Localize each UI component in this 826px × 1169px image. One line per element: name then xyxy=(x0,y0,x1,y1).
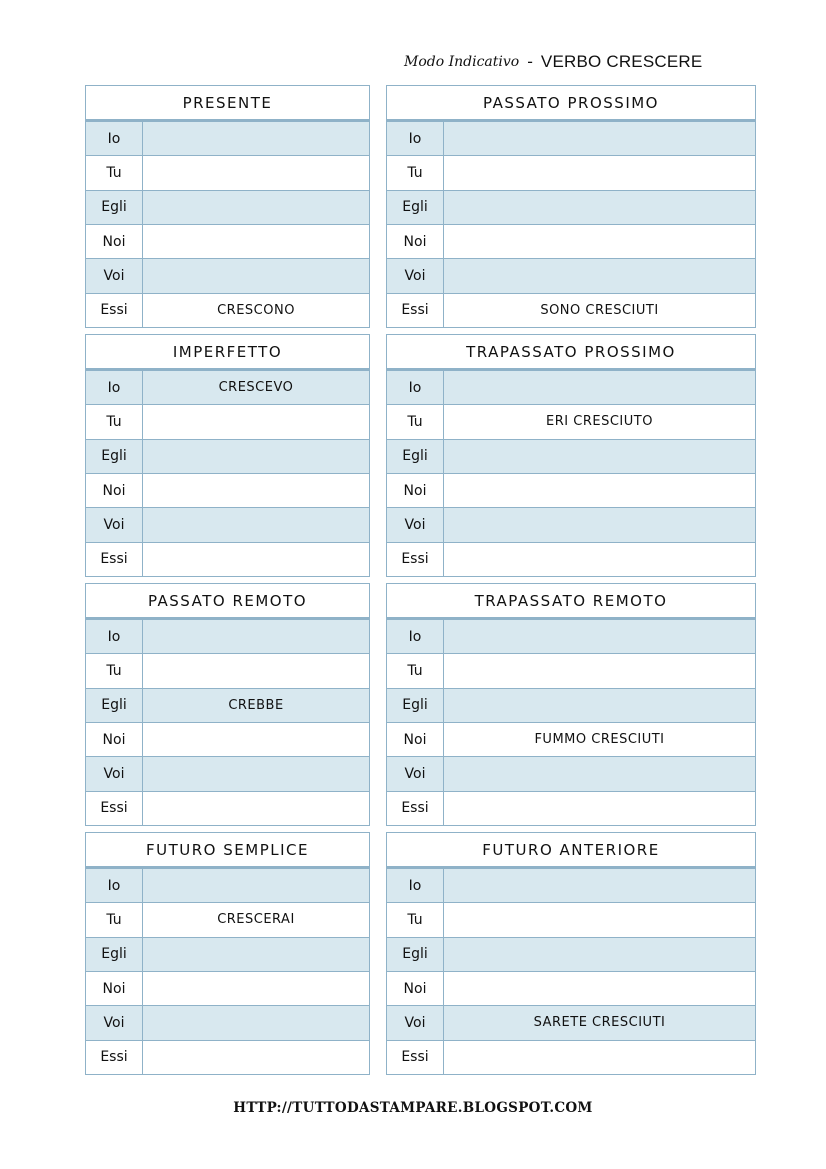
tense-title: TRAPASSATO REMOTO xyxy=(387,584,755,620)
conjugation-row xyxy=(387,542,755,576)
pronoun-cell: Tu xyxy=(86,156,143,189)
pronoun-cell: Essi xyxy=(86,543,143,576)
conjugation-row xyxy=(86,439,369,473)
conjugation-row xyxy=(387,155,755,189)
answer-cell[interactable]: SONO CRESCIUTI xyxy=(540,302,659,318)
tense-table xyxy=(386,832,756,1075)
conjugation-row xyxy=(86,971,369,1005)
conjugation-rows xyxy=(86,620,369,825)
pronoun-cell: Voi xyxy=(86,757,143,790)
answer-cell[interactable] xyxy=(143,1041,369,1074)
pronoun-cell: Noi xyxy=(86,723,143,756)
pronoun-cell: Egli xyxy=(387,689,444,722)
conjugation-row xyxy=(387,902,755,936)
conjugation-row xyxy=(86,293,369,327)
answer-cell[interactable] xyxy=(143,723,369,756)
conjugation-row xyxy=(86,620,369,653)
pronoun-cell: Tu xyxy=(387,156,444,189)
conjugation-rows xyxy=(387,620,755,825)
conjugation-row xyxy=(387,404,755,438)
conjugation-row xyxy=(387,293,755,327)
pronoun-cell: Essi xyxy=(86,1041,143,1074)
pronoun-cell: Io xyxy=(387,122,444,155)
answer-cell[interactable] xyxy=(444,508,755,541)
pronoun-cell: Voi xyxy=(86,1006,143,1039)
answer-cell[interactable] xyxy=(444,122,755,155)
pronoun-cell: Essi xyxy=(387,294,444,327)
page-header xyxy=(404,50,702,74)
pronoun-cell: Egli xyxy=(86,938,143,971)
tense-table xyxy=(386,334,756,577)
pronoun-cell: Voi xyxy=(387,1006,444,1039)
answer-cell[interactable] xyxy=(143,259,369,292)
tense-grid xyxy=(85,85,756,1075)
tense-table xyxy=(85,85,370,328)
answer-cell[interactable]: CRESCEVO xyxy=(218,380,294,396)
answer-cell[interactable] xyxy=(444,620,755,653)
pronoun-cell: Tu xyxy=(86,654,143,687)
tense-title: FUTURO ANTERIORE xyxy=(387,833,755,869)
answer-cell[interactable] xyxy=(444,440,755,473)
answer-cell[interactable] xyxy=(444,689,755,722)
answer-cell[interactable] xyxy=(143,191,369,224)
pronoun-cell: Io xyxy=(387,869,444,902)
header-separator: - xyxy=(527,52,533,71)
answer-cell[interactable] xyxy=(143,620,369,653)
conjugation-row xyxy=(86,371,369,404)
pronoun-cell: Essi xyxy=(86,294,143,327)
answer-cell[interactable] xyxy=(143,440,369,473)
pronoun-cell: Egli xyxy=(387,440,444,473)
pronoun-cell: Essi xyxy=(86,792,143,825)
tense-title: FUTURO SEMPLICE xyxy=(86,833,369,869)
pronoun-cell: Io xyxy=(86,122,143,155)
pronoun-cell: Io xyxy=(86,620,143,653)
pronoun-cell: Io xyxy=(387,620,444,653)
pronoun-cell: Noi xyxy=(387,474,444,507)
answer-cell[interactable]: FUMMO CRESCIUTI xyxy=(534,732,665,748)
pronoun-cell: Io xyxy=(387,371,444,404)
conjugation-row xyxy=(86,756,369,790)
conjugation-row xyxy=(387,122,755,155)
answer-cell[interactable] xyxy=(444,543,755,576)
conjugation-row xyxy=(86,404,369,438)
conjugation-row xyxy=(86,791,369,825)
conjugation-row xyxy=(86,937,369,971)
answer-cell[interactable] xyxy=(143,225,369,258)
conjugation-row xyxy=(387,258,755,292)
answer-cell[interactable] xyxy=(143,792,369,825)
conjugation-row xyxy=(387,473,755,507)
pronoun-cell: Egli xyxy=(387,191,444,224)
pronoun-cell: Voi xyxy=(86,259,143,292)
tense-table xyxy=(85,583,370,826)
answer-cell[interactable]: CRESCERAI xyxy=(217,912,295,928)
conjugation-row xyxy=(387,791,755,825)
answer-cell[interactable] xyxy=(444,225,755,258)
tense-table xyxy=(85,832,370,1075)
answer-cell[interactable] xyxy=(444,474,755,507)
pronoun-cell: Noi xyxy=(387,225,444,258)
conjugation-rows xyxy=(387,122,755,327)
answer-cell[interactable] xyxy=(143,474,369,507)
pronoun-cell: Io xyxy=(86,869,143,902)
conjugation-row xyxy=(387,971,755,1005)
answer-cell[interactable] xyxy=(444,938,755,971)
answer-cell[interactable] xyxy=(444,371,755,404)
conjugation-row xyxy=(387,620,755,653)
conjugation-row xyxy=(86,688,369,722)
footer-url: HTTP://TUTTODASTAMPARE.BLOGSPOT.COM xyxy=(233,1100,593,1116)
answer-cell[interactable]: CREBBE xyxy=(228,697,284,713)
pronoun-cell: Egli xyxy=(86,191,143,224)
pronoun-cell: Egli xyxy=(86,440,143,473)
pronoun-cell: Noi xyxy=(387,723,444,756)
conjugation-row xyxy=(387,439,755,473)
answer-cell[interactable] xyxy=(143,122,369,155)
pronoun-cell: Essi xyxy=(387,1041,444,1074)
conjugation-rows xyxy=(86,371,369,576)
conjugation-row xyxy=(86,722,369,756)
mode-label: Modo Indicativo xyxy=(404,54,520,70)
conjugation-row xyxy=(387,869,755,902)
conjugation-row xyxy=(86,507,369,541)
answer-cell[interactable] xyxy=(444,869,755,902)
answer-cell[interactable]: ERI CRESCIUTO xyxy=(546,414,653,430)
pronoun-cell: Tu xyxy=(86,903,143,936)
answer-cell[interactable] xyxy=(143,972,369,1005)
answer-cell[interactable] xyxy=(143,938,369,971)
pronoun-cell: Essi xyxy=(387,792,444,825)
answer-cell[interactable] xyxy=(444,757,755,790)
conjugation-row xyxy=(86,902,369,936)
conjugation-row xyxy=(387,937,755,971)
pronoun-cell: Voi xyxy=(387,508,444,541)
tense-table xyxy=(85,334,370,577)
answer-cell[interactable] xyxy=(444,259,755,292)
pronoun-cell: Noi xyxy=(86,225,143,258)
answer-cell[interactable] xyxy=(143,757,369,790)
answer-cell[interactable] xyxy=(143,405,369,438)
pronoun-cell: Noi xyxy=(387,972,444,1005)
pronoun-cell: Noi xyxy=(86,474,143,507)
pronoun-cell: Tu xyxy=(387,903,444,936)
pronoun-cell: Io xyxy=(86,371,143,404)
pronoun-cell: Noi xyxy=(86,972,143,1005)
answer-cell[interactable] xyxy=(444,191,755,224)
conjugation-row xyxy=(387,653,755,687)
answer-cell[interactable] xyxy=(444,1041,755,1074)
answer-cell[interactable] xyxy=(143,543,369,576)
conjugation-rows xyxy=(86,869,369,1074)
conjugation-row xyxy=(86,542,369,576)
answer-cell[interactable]: SARETE CRESCIUTI xyxy=(533,1015,666,1031)
conjugation-rows xyxy=(86,122,369,327)
verb-title: VERBO CRESCERE xyxy=(540,52,703,71)
tense-table xyxy=(386,85,756,328)
conjugation-row xyxy=(387,371,755,404)
conjugation-row xyxy=(387,1040,755,1074)
pronoun-cell: Essi xyxy=(387,543,444,576)
pronoun-cell: Voi xyxy=(86,508,143,541)
answer-cell[interactable] xyxy=(444,903,755,936)
tense-title: TRAPASSATO PROSSIMO xyxy=(387,335,755,371)
conjugation-row xyxy=(86,473,369,507)
pronoun-cell: Voi xyxy=(387,259,444,292)
conjugation-rows xyxy=(387,371,755,576)
answer-cell[interactable] xyxy=(143,508,369,541)
conjugation-row xyxy=(387,722,755,756)
conjugation-row xyxy=(387,507,755,541)
pronoun-cell: Tu xyxy=(387,654,444,687)
conjugation-row xyxy=(387,190,755,224)
tense-title: PASSATO PROSSIMO xyxy=(387,86,755,122)
pronoun-cell: Egli xyxy=(86,689,143,722)
conjugation-row xyxy=(86,869,369,902)
answer-cell[interactable] xyxy=(444,972,755,1005)
tense-title: PRESENTE xyxy=(86,86,369,122)
conjugation-row xyxy=(86,224,369,258)
pronoun-cell: Egli xyxy=(387,938,444,971)
tense-table xyxy=(386,583,756,826)
conjugation-rows xyxy=(387,869,755,1074)
pronoun-cell: Tu xyxy=(387,405,444,438)
answer-cell[interactable] xyxy=(143,1006,369,1039)
pronoun-cell: Tu xyxy=(86,405,143,438)
conjugation-row xyxy=(86,190,369,224)
conjugation-row xyxy=(86,258,369,292)
answer-cell[interactable] xyxy=(444,654,755,687)
answer-cell[interactable] xyxy=(143,654,369,687)
conjugation-row xyxy=(86,1040,369,1074)
conjugation-row xyxy=(86,653,369,687)
pronoun-cell: Voi xyxy=(387,757,444,790)
answer-cell[interactable] xyxy=(143,156,369,189)
conjugation-row xyxy=(86,122,369,155)
answer-cell[interactable] xyxy=(444,792,755,825)
conjugation-row xyxy=(387,1005,755,1039)
conjugation-row xyxy=(387,224,755,258)
answer-cell[interactable]: CRESCONO xyxy=(217,302,295,318)
tense-title: IMPERFETTO xyxy=(86,335,369,371)
answer-cell[interactable] xyxy=(444,156,755,189)
answer-cell[interactable] xyxy=(143,869,369,902)
conjugation-row xyxy=(86,155,369,189)
conjugation-row xyxy=(86,1005,369,1039)
conjugation-row xyxy=(387,688,755,722)
tense-title: PASSATO REMOTO xyxy=(86,584,369,620)
conjugation-row xyxy=(387,756,755,790)
